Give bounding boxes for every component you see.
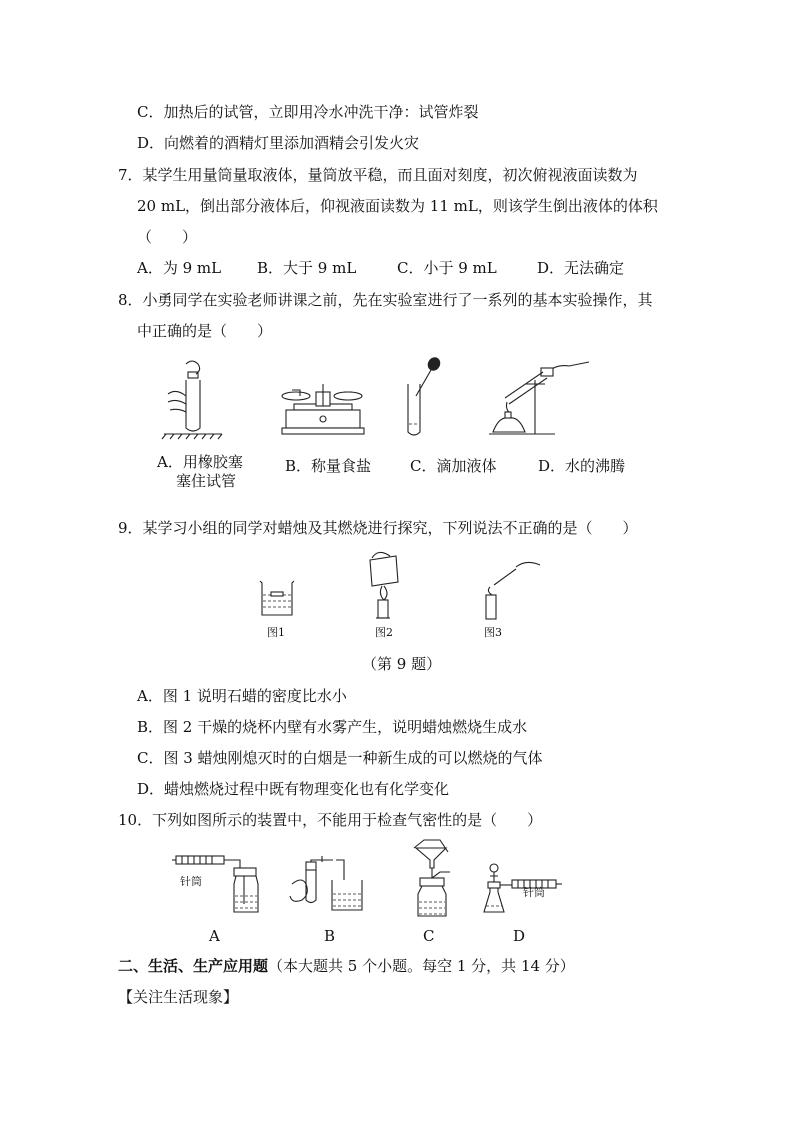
section-2-heading	[118, 956, 575, 976]
q9-stem: 9．某学习小组的同学对蜡烛及其燃烧进行探究，下列说法不正确的是（ ）	[118, 519, 638, 537]
q9-figure-1-label: 图1	[267, 626, 285, 639]
q8-figure-heating	[485, 352, 595, 442]
q8-figure-dropper	[400, 356, 450, 442]
q10-figure-d-label: 针筒	[523, 886, 545, 899]
q8-stem-line1: 8．小勇同学在实验老师讲课之前，先在实验室进行了一系列的基本实验操作，其	[118, 291, 653, 309]
q8-stem-line2: 中正确的是（ ）	[137, 322, 273, 340]
q10-option-c: C	[423, 927, 435, 945]
section-2-title: 二、生活、生产应用题	[118, 957, 269, 975]
q8-option-a-line1: A．用橡胶塞	[157, 453, 243, 471]
q8-option-b: B．称量食盐	[285, 457, 372, 475]
q9-figure-3-smoke	[476, 555, 542, 621]
q10-option-d: D	[513, 927, 526, 945]
q7-stem-line1: 7．某学生用量筒量取液体，量筒放平稳，而且面对刻度，初次俯视液面读数为	[118, 166, 638, 184]
section-2-subheading: 【关注生活现象】	[118, 988, 239, 1006]
q10-figure-b-hand-tube	[290, 858, 370, 918]
q7-option-a: A．为 9 mL	[137, 259, 222, 277]
q7-stem-line2: 20 mL，倒出部分液体后，仰视液面读数为 11 mL，则该学生倒出液体的体积	[137, 197, 658, 215]
q6-option-c: C．加热后的试管，立即用冷水冲洗干净：试管炸裂	[137, 103, 479, 121]
q9-option-a: A．图 1 说明石蜡的密度比水小	[137, 687, 347, 705]
q10-option-b: B	[324, 927, 336, 945]
q10-stem: 10．下列如图所示的装置中，不能用于检查气密性的是（ ）	[118, 811, 543, 829]
q6-option-d: D．向燃着的酒精灯里添加酒精会引发火灾	[137, 134, 420, 152]
q7-option-c: C．小于 9 mL	[397, 259, 497, 277]
q8-figure-balance	[280, 378, 366, 440]
q9-caption: （第 9 题）	[362, 655, 442, 673]
q9-option-d: D．蜡烛燃烧过程中既有物理变化也有化学变化	[137, 780, 450, 798]
q8-option-c: C．滴加液体	[410, 457, 497, 475]
q8-option-a-line2: 塞住试管	[176, 472, 237, 490]
q7-stem-line3: （ ）	[137, 228, 198, 246]
q10-figure-c-funnel-bottle	[404, 838, 464, 920]
q9-figure-1-beaker	[258, 577, 300, 619]
q8-option-d: D．水的沸腾	[538, 457, 626, 475]
q9-figure-2-label: 图2	[375, 626, 393, 639]
q9-option-c: C．图 3 蜡烛刚熄灭时的白烟是一种新生成的可以燃烧的气体	[137, 749, 543, 767]
q9-figure-3-label: 图3	[484, 626, 502, 639]
q9-figure-2-candle	[364, 548, 404, 622]
q9-option-b: B．图 2 干燥的烧杯内壁有水雾产生，说明蜡烛燃烧生成水	[137, 718, 528, 736]
q7-option-d: D．无法确定	[537, 259, 625, 277]
section-2-note: （本大题共 5 个小题。每空 1 分，共 14 分）	[268, 957, 575, 975]
q10-figure-a-label: 针筒	[180, 875, 202, 888]
q8-figure-stopper-tube	[160, 358, 230, 440]
q10-option-a: A	[209, 927, 220, 945]
q7-option-b: B．大于 9 mL	[257, 259, 357, 277]
